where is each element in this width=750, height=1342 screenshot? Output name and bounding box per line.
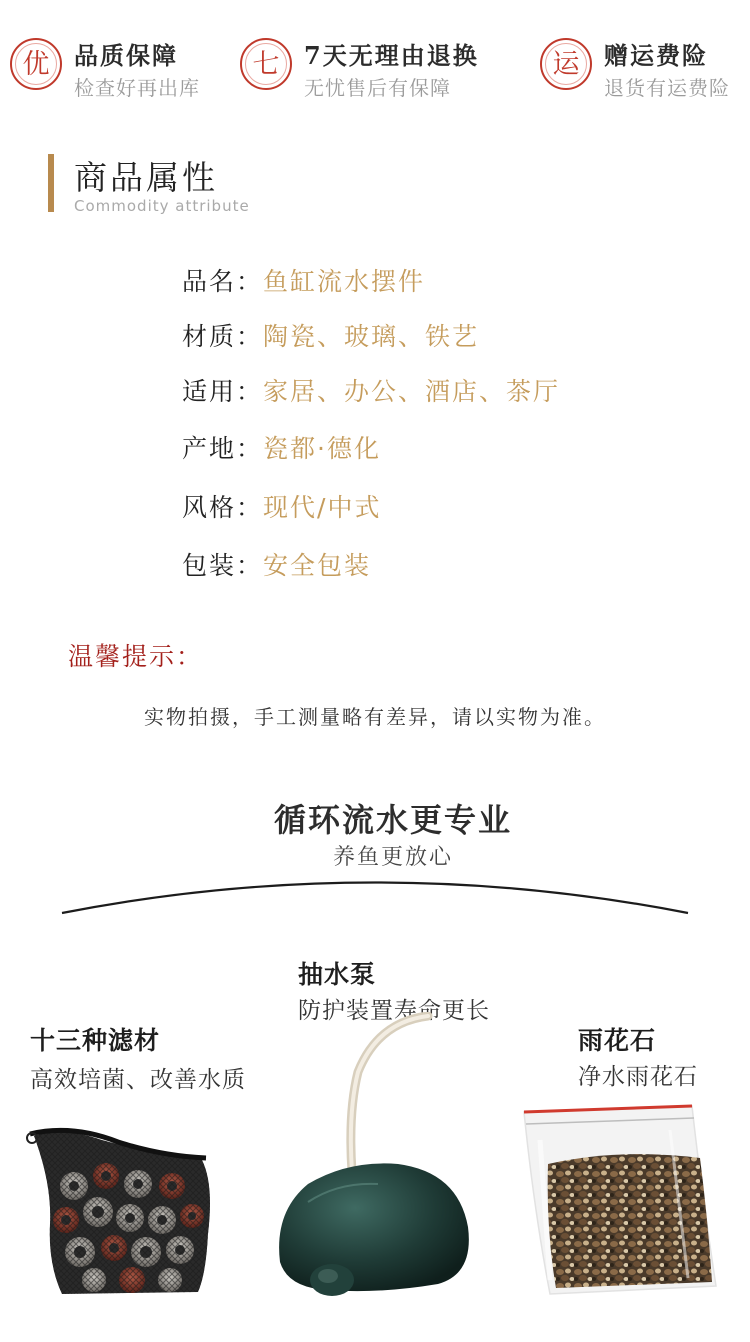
water-pump-image (268, 1012, 478, 1308)
section-subtitle: Commodity attribute (74, 197, 250, 215)
guarantee-quality-title: 品质保障 (74, 41, 178, 70)
attribute-key: 产地： (182, 434, 264, 463)
attribute-value: 安全包装 (263, 551, 372, 580)
attribute-row (182, 546, 371, 582)
rain-flower-stone-bag-image (520, 1100, 720, 1300)
feature-title: 循环流水更专业 (273, 801, 512, 839)
shipping-badge-icon: 运 (540, 38, 592, 90)
attribute-key: 材质： (182, 322, 264, 351)
arc-divider (60, 872, 690, 918)
attribute-row (182, 488, 381, 524)
attribute-value: 家居、办公、酒店、茶厅 (263, 377, 561, 406)
attribute-row (182, 317, 479, 353)
filter-subtitle: 高效培菌、改善水质 (30, 1067, 246, 1093)
pump-subtitle: 防护装置寿命更长 (298, 998, 490, 1024)
quality-badge-icon: 优 (10, 38, 62, 90)
section-accent-bar (48, 154, 54, 212)
attribute-row (182, 372, 560, 408)
seven-day-badge-icon: 七 (240, 38, 292, 90)
guarantee-shipping-subtitle: 退货有运费险 (604, 76, 730, 100)
attribute-row (182, 262, 425, 298)
guarantee-return-title: 7天无理由退换 (304, 41, 479, 70)
attribute-value: 鱼缸流水摆件 (263, 267, 426, 296)
attribute-key: 风格： (182, 493, 264, 522)
section-title: 商品属性 (74, 158, 218, 197)
guarantee-shipping-title: 赠运费险 (604, 41, 708, 70)
filter-title: 十三种滤材 (30, 1026, 161, 1055)
guarantee-return-subtitle: 无忧售后有保障 (304, 76, 451, 100)
attribute-key: 品名： (182, 267, 264, 296)
attribute-row (182, 429, 381, 465)
stone-title: 雨花石 (578, 1026, 657, 1055)
tip-text: 实物拍摄，手工测量略有差异，请以实物为准。 (144, 705, 606, 729)
stone-subtitle: 净水雨花石 (578, 1064, 698, 1090)
feature-subtitle: 养鱼更放心 (332, 845, 453, 870)
pump-title: 抽水泵 (298, 960, 377, 989)
attribute-key: 包装： (182, 551, 264, 580)
attribute-value: 现代/中式 (263, 493, 382, 522)
filter-media-bag-image (22, 1124, 222, 1302)
tip-title: 温馨提示： (68, 642, 204, 671)
attribute-value: 瓷都·德化 (263, 434, 381, 463)
attribute-key: 适用： (182, 377, 264, 406)
attribute-value: 陶瓷、玻璃、铁艺 (263, 322, 480, 351)
guarantee-quality-subtitle: 检查好再出库 (74, 76, 200, 100)
